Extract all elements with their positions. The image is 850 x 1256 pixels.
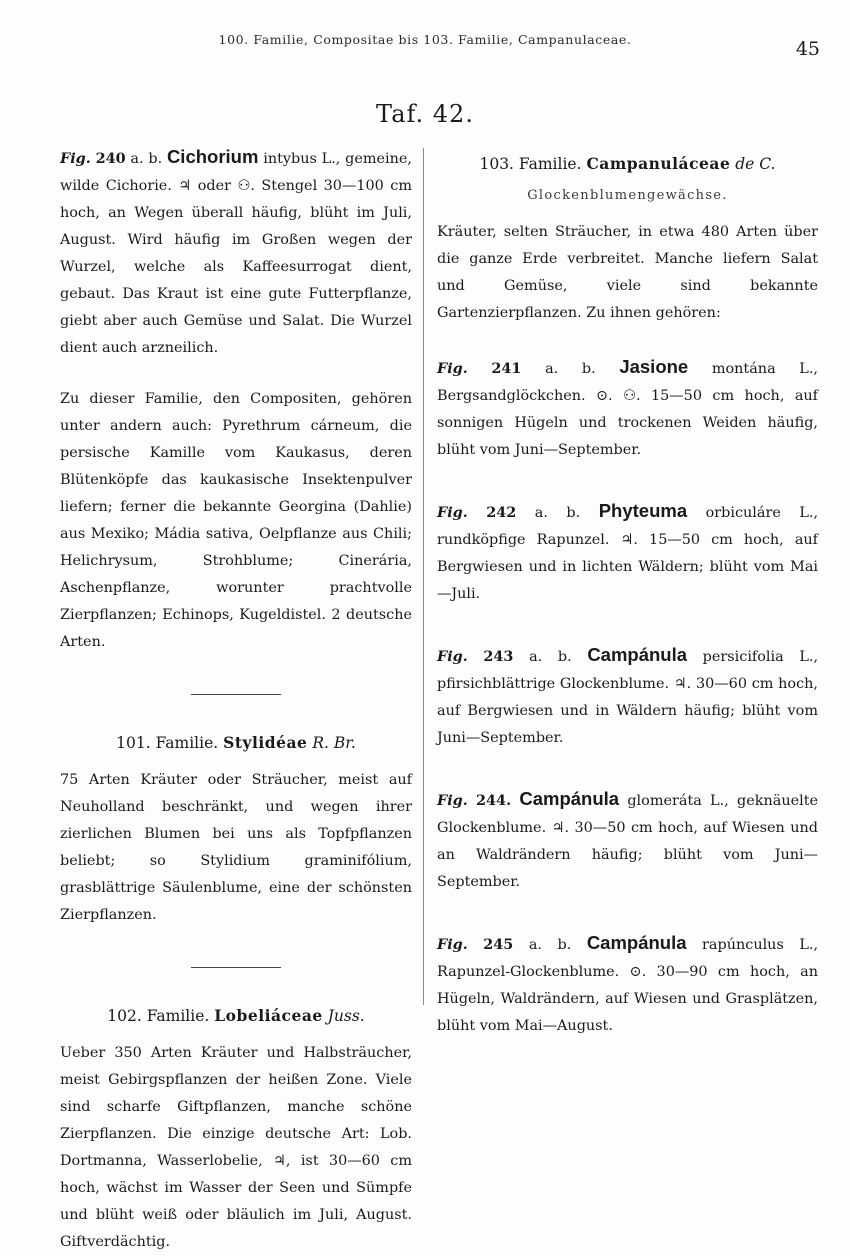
fig-number: 240	[95, 150, 126, 167]
genus-name: Phyteuma	[598, 500, 688, 521]
entry-text: persicifolia L., pfirsichblättrige Glockenblume. ♃. 30—60 cm hoch, auf Bergwiesen und in Wäldern häufig; blüht vom Juni—September.	[437, 649, 819, 746]
family-103-text: Kräuter, selten Sträucher, in etwa 480 Arten über die ganze Erde verbreitet. Manche liefern Salat und Gemüse, viele sind bekannte Gartenzierpflanzen. Zu ihnen gehören:	[437, 224, 818, 321]
family-author: R. Br.	[312, 734, 356, 752]
left-column	[60, 143, 412, 1256]
genus-name: Campánula	[587, 644, 688, 665]
fig-label: Fig.	[437, 504, 468, 521]
section-separator	[191, 694, 281, 695]
running-head: 100. Familie, Compositae bis 103. Familie, Campanulaceae.	[218, 32, 632, 47]
family-name: Stylidéae	[223, 733, 308, 752]
fig-ab: a. b.	[545, 361, 596, 377]
fig-label: Fig.	[437, 648, 468, 665]
fig-number: 244.	[476, 792, 512, 809]
genus-name: Campánula	[586, 932, 687, 953]
fig-label: Fig.	[60, 150, 91, 167]
family-author: de C.	[735, 155, 776, 173]
family-103-heading	[437, 150, 818, 178]
fig-number: 243	[483, 648, 514, 665]
family-number: 103. Familie.	[479, 155, 582, 173]
fig-label: Fig.	[437, 792, 468, 809]
genus-name: Campánula	[519, 788, 620, 809]
fig-number: 241	[491, 360, 522, 377]
genus-name: Cichorium	[166, 146, 259, 167]
family-101-heading	[60, 729, 412, 757]
entry-text: intybus L., gemeine, wilde Cichorie. ♃ oder ⚇. Stengel 30—100 cm hoch, an Wegen überall häufig, blüht im Juli, August. Wird häufig im Großen wegen der Wurzel, welche als Kaffeesurrogat dient, gebaut. Das Kraut ist eine gute Futterpflanze, giebt aber auch Gemüse und Salat. Die Wurzel dient auch arzneilich.	[60, 151, 413, 356]
fig-ab: a. b.	[528, 937, 572, 953]
family-102-heading	[60, 1002, 412, 1030]
entry-text: rapúnculus L., Rapunzel-Glockenblume. ⊙. 30—90 cm hoch, an Hügeln, Waldrändern, auf Wiesen und Grasplätzen, blüht vom Mai—August.	[437, 937, 819, 1034]
family-number: 101. Familie.	[116, 734, 219, 752]
fig-label: Fig.	[437, 936, 468, 953]
fig-ab: a. b.	[529, 649, 572, 665]
family-subtitle: Glockenblumengewächse.	[527, 188, 728, 203]
family-101-text: 75 Arten Kräuter oder Sträucher, meist auf Neuholland beschränkt, und wegen ihrer zierlichen Blumen bei uns als Topfpflanzen beliebt; so Stylidium graminifólium, grasblättrige Säulenblume, eine der schönsten Zierpflanzen.	[60, 772, 412, 923]
family-name: Lobeliáceae	[214, 1006, 323, 1025]
family-number: 102. Familie.	[107, 1007, 210, 1025]
plate-label: Taf. 42.	[376, 100, 474, 128]
fig-ab: a. b.	[130, 151, 163, 167]
fig-245-entry	[437, 929, 818, 1040]
entry-text: orbiculáre L., rundköpfige Rapunzel. ♃. 15—50 cm hoch, auf Bergwiesen und in lichten Wäldern; blüht vom Mai—Juli.	[437, 505, 819, 602]
column-divider	[423, 148, 424, 1005]
page-number: 45	[795, 38, 820, 60]
fig-number: 245	[483, 936, 514, 953]
fig-243-entry	[437, 641, 818, 752]
fig-ab: a. b.	[534, 505, 581, 521]
fig-242-entry	[437, 497, 818, 608]
fig-241-entry	[437, 353, 818, 464]
fig-number: 242	[486, 504, 517, 521]
fig-240-entry	[60, 143, 412, 362]
family-102-text: Ueber 350 Arten Kräuter und Halbsträucher, meist Gebirgspflanzen der heißen Zone. Viele sind scharfe Giftpflanzen, manche schöne Zierpflanzen. Die einzige deutsche Art: Lob. Dortmanna, Wasserlobelie, ♃, ist 30—60 cm hoch, wächst im Wasser der Seen und Sümpfe und blüht weiß oder bläulich im Juli, August. Giftverdächtig.	[60, 1045, 412, 1250]
compositae-paragraph: Zu dieser Familie, den Compositen, gehören unter andern auch: Pyrethrum cárneum, die persische Kamille vom Kaukasus, deren Blütenköpfe das kaukasische Insektenpulver liefern; ferner die bekannte Georgina (Dahlie) aus Mexiko; Mádia sativa, Oelpflanze aus Chili; Helichrysum, Strohblume; Cinerária, Aschenpflanze, worunter prachtvolle Zierpflanzen; Echinops, Kugeldistel. 2 deutsche Arten.	[60, 391, 412, 650]
fig-244-entry	[437, 785, 818, 896]
family-author: Juss.	[327, 1007, 365, 1025]
family-name: Campanuláceae	[586, 154, 731, 173]
fig-label: Fig.	[437, 360, 468, 377]
genus-name: Jasione	[619, 356, 689, 377]
entry-text: glomeráta L., geknäuelte Glockenblume. ♃. 30—50 cm hoch, auf Wiesen und an Waldrändern häufig; blüht vom Juni—September.	[437, 793, 819, 890]
section-separator	[191, 967, 281, 968]
right-column	[437, 150, 818, 1073]
entry-text: montána L., Bergsandglöckchen. ⊙. ⚇. 15—50 cm hoch, auf sonnigen Hügeln und trockenen Weiden häufig, blüht vom Juni—September.	[437, 361, 818, 458]
